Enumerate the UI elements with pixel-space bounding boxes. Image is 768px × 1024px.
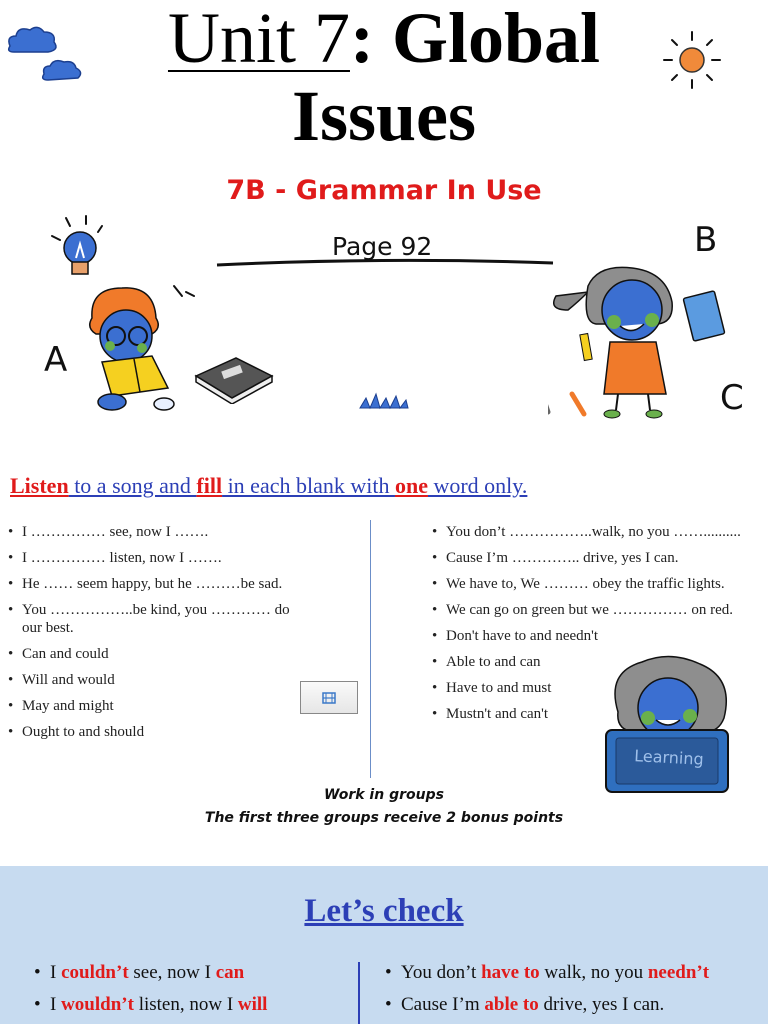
list-item: • We can go on green but we …………… on red. (432, 601, 752, 619)
answer-text: I (50, 994, 62, 1015)
answer-highlight: can (215, 962, 245, 983)
answer-highlight: needn’t (647, 962, 710, 983)
list-item: • You ……………..be kind, you ………… do our best. (8, 601, 298, 637)
title-line-1 (0, 0, 768, 78)
answer-text: walk, no you (539, 962, 648, 983)
answer-text: You don’t (401, 962, 482, 983)
film-icon (322, 692, 336, 704)
answer-highlight: have to (481, 962, 540, 983)
answer-text: Cause I’m (401, 994, 485, 1015)
letter-a: A (44, 340, 68, 380)
answer-text: see, now I (128, 962, 216, 983)
page-label: Page 92 (332, 232, 433, 261)
child-with-tablet-illustration (600, 652, 740, 798)
tablet-text: Learning (633, 746, 705, 769)
list-item: • May and might (8, 697, 298, 715)
title-line-2: Issues (291, 76, 477, 156)
list-item: • Able to and can (432, 653, 752, 671)
list-item: • He …… seem happy, but he ………be sad. (8, 575, 298, 593)
instruction-listen: Listen (10, 473, 69, 498)
footnote-bonus-points: The first three groups receive 2 bonus points (204, 810, 564, 826)
title-colon: : (349, 0, 374, 78)
list-item: • Mustn't and can't (432, 705, 752, 723)
letter-b: B (694, 220, 718, 260)
list-item: • We have to, We ……… obey the traffic lights. (432, 575, 752, 593)
column-divider (370, 520, 371, 778)
slide-2-lets-check (0, 866, 768, 1024)
answer-highlight: will (237, 994, 268, 1015)
instruction-part-2: in each blank with (222, 473, 395, 498)
unit-label: Unit 7 (167, 0, 350, 78)
answer-text: I (50, 962, 62, 983)
list-item: • You don’t ……………..walk, no you …….......... (432, 523, 752, 541)
subtitle: 7B - Grammar In Use (226, 175, 542, 206)
answer-item (34, 994, 267, 1016)
letter-c: C (720, 378, 744, 418)
answer-item (34, 962, 267, 984)
footnote-work-in-groups: Work in groups (324, 787, 444, 803)
lightbulb-icon (44, 214, 114, 286)
check-title: Let’s check (304, 893, 464, 929)
video-play-button[interactable] (300, 681, 358, 714)
instruction-fill: fill (196, 473, 223, 498)
instruction-one: one (394, 473, 428, 498)
instruction-part-1: to a song and (68, 473, 197, 498)
left-exercise-list (8, 523, 298, 749)
answer-text: drive, yes I can. (538, 994, 665, 1015)
list-item: • I …………… listen, now I ……. (8, 549, 298, 567)
reading-child-illustration (82, 278, 202, 418)
list-item: • Have to and must (432, 679, 752, 697)
answer-highlight: couldn’t (61, 962, 129, 983)
answer-item (385, 962, 709, 984)
answers-left (34, 962, 267, 1024)
book-icon (192, 354, 276, 404)
instruction-text (10, 473, 527, 499)
list-item: • Will and would (8, 671, 298, 689)
list-item: • Can and could (8, 645, 298, 663)
list-item: • Ought to and should (8, 723, 298, 741)
answer-highlight: wouldn’t (61, 994, 134, 1015)
answer-item (385, 994, 709, 1016)
answer-highlight: able to (484, 994, 539, 1015)
title-global: Global (391, 0, 601, 78)
list-item: • I …………… see, now I ……. (8, 523, 298, 541)
list-item: • Don't have to and needn't (432, 627, 752, 645)
grass-icon (356, 392, 412, 412)
girl-with-book-illustration (548, 262, 738, 422)
list-item: • Cause I’m ………….. drive, yes I can. (432, 549, 752, 567)
answers-right (385, 962, 709, 1024)
answer-text: listen, now I (133, 994, 238, 1015)
answers-divider (358, 962, 360, 1024)
instruction-part-3: word only. (427, 473, 528, 498)
